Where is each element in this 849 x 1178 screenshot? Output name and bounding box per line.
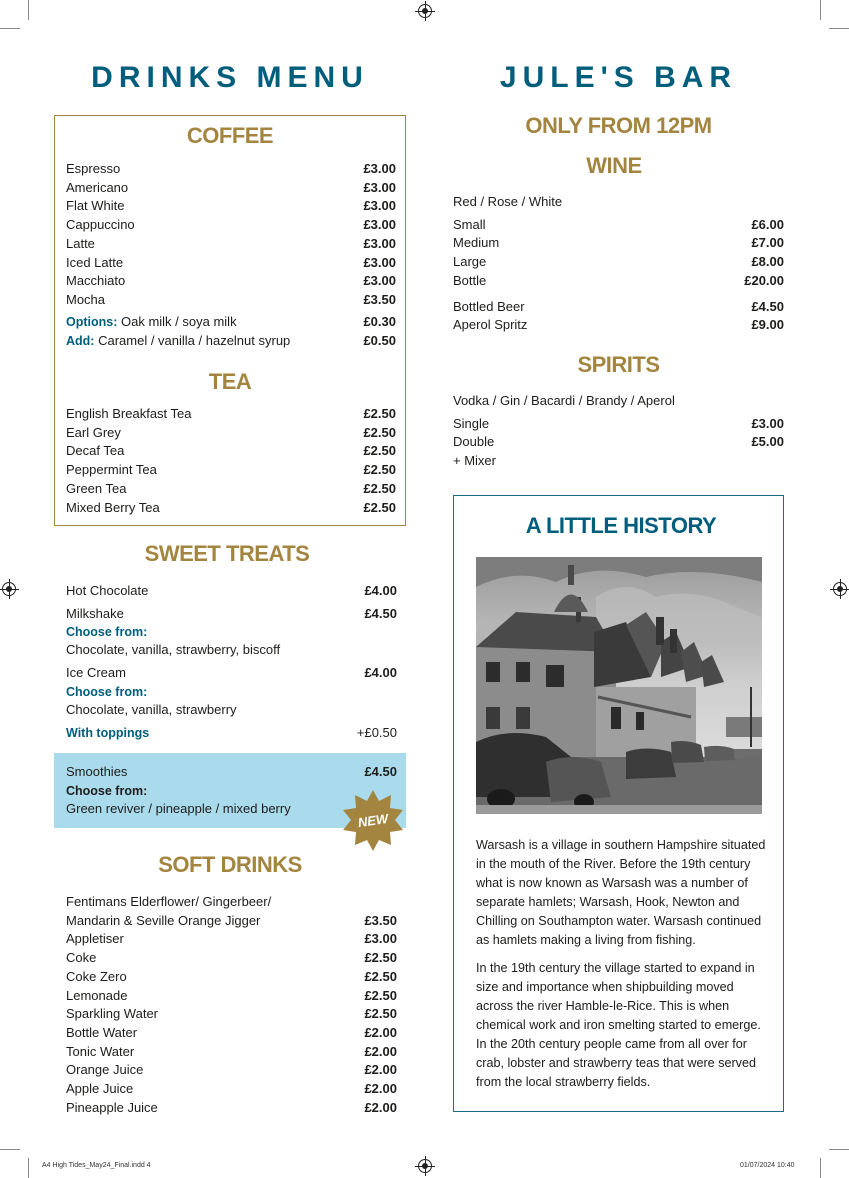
menu-item-row xyxy=(453,216,784,235)
item-name: Peppermint Tea xyxy=(66,462,157,478)
menu-item-row xyxy=(66,405,396,424)
menu-item-row xyxy=(66,968,397,987)
item-price: £3.00 xyxy=(363,161,396,176)
history-paragraph-2: In the 19th century the village started to expand in size and importance when shipbuilding moved across the river Hamble-le-Rice. This is when chemical work and iron smelting started to emerge. In the 20th century people came from all over for crab, lobster and strawberry teas that were served from the local strawberry fields. xyxy=(476,961,761,1089)
item-price: £2.50 xyxy=(363,406,396,421)
menu-item-row xyxy=(66,912,397,931)
item-price: £8.00 xyxy=(751,254,784,270)
item-price: £4.50 xyxy=(751,298,784,314)
item-name: Hot Chocolate xyxy=(66,583,149,598)
soft-drinks-items xyxy=(66,912,397,1118)
choose-from-label: Choose from: xyxy=(66,684,148,699)
registration-mark-icon xyxy=(418,1159,432,1173)
item-price: £2.50 xyxy=(364,1006,397,1022)
menu-item-row xyxy=(66,235,396,254)
menu-item-row xyxy=(66,1099,397,1118)
hot-chocolate-row xyxy=(66,582,397,601)
crop-mark xyxy=(820,1158,821,1178)
item-price: £3.00 xyxy=(363,235,396,251)
menu-item-row xyxy=(66,930,397,949)
item-name: Sparkling Water xyxy=(66,1006,158,1022)
crop-mark xyxy=(829,28,849,29)
item-name: Large xyxy=(453,254,487,270)
item-price: £7.00 xyxy=(751,235,784,251)
toppings-row xyxy=(66,724,397,743)
toppings-label: With toppings xyxy=(66,725,150,740)
menu-item-row xyxy=(66,1043,397,1062)
spirits-types: Vodka / Gin / Bacardi / Brandy / Aperol xyxy=(453,393,675,408)
item-name: Macchiato xyxy=(66,273,126,289)
item-price: £3.00 xyxy=(363,179,396,195)
wine-list xyxy=(453,193,784,335)
registration-mark-icon xyxy=(833,582,847,596)
sweet-treats-heading: SWEET TREATS xyxy=(144,541,310,566)
spirits-heading: SPIRITS xyxy=(577,352,660,377)
street-photo-image xyxy=(476,557,762,814)
menu-item-row xyxy=(453,433,784,452)
choose-from-label: Choose from: xyxy=(66,625,148,640)
item-name: Bottle Water xyxy=(66,1024,138,1040)
menu-item-row xyxy=(66,949,397,968)
item-price: £5.00 xyxy=(751,434,784,450)
menu-item-row xyxy=(453,253,784,272)
options-text: Oak milk / soya milk xyxy=(117,314,237,329)
choose-from-label: Choose from: xyxy=(66,783,148,798)
item-price: £3.50 xyxy=(364,912,397,928)
item-price: £2.00 xyxy=(364,1099,397,1115)
item-name: Apple Juice xyxy=(66,1081,134,1097)
item-name: Decaf Tea xyxy=(66,443,125,459)
menu-item-row xyxy=(66,1024,397,1043)
item-name: Green Tea xyxy=(66,480,127,496)
toppings-price: +£0.50 xyxy=(356,724,397,740)
item-name: Smoothies xyxy=(66,764,128,779)
menu-item-row xyxy=(66,160,396,179)
item-price: £20.00 xyxy=(744,272,784,288)
add-text: Caramel / vanilla / hazelnut syrup xyxy=(94,332,291,348)
item-name: Latte xyxy=(66,235,95,251)
item-name: Ice Cream xyxy=(66,665,126,681)
menu-item-row xyxy=(66,987,397,1006)
item-price: £3.00 xyxy=(363,254,396,270)
item-price: £9.00 xyxy=(751,317,784,333)
mixer-text: + Mixer xyxy=(453,453,496,469)
history-paragraph-1: Warsash is a village in southern Hampshire situated in the mouth of the River. Before the 19th century what is now known as Warsash was a number of separate hamlets; Warsash, Hook, Newton and Chilling on Southampton water. Warsash continued as hamlets making a living from fishing. xyxy=(476,838,766,947)
footer-filename: A4 High Tides_May24_Final.indd 4 xyxy=(42,1162,151,1169)
item-price: £4.00 xyxy=(364,665,397,681)
item-price: £2.50 xyxy=(363,443,396,459)
item-name: Cappuccino xyxy=(66,217,135,233)
only-from-subtitle: ONLY FROM 12PM xyxy=(525,113,712,138)
add-label: Add: xyxy=(66,333,95,348)
history-heading: A LITTLE HISTORY xyxy=(525,513,717,538)
item-name: Coke xyxy=(66,950,97,966)
spirits-sizes xyxy=(453,415,784,452)
footer-date: 01/07/2024 10:40 xyxy=(740,1162,795,1169)
item-name: Bottle xyxy=(453,272,487,288)
item-name: Appletiser xyxy=(66,931,124,947)
new-badge xyxy=(341,789,405,853)
crop-mark xyxy=(829,1149,849,1150)
new-badge-text: NEW xyxy=(356,810,390,831)
menu-item-row xyxy=(66,291,396,310)
item-price: £3.00 xyxy=(363,198,396,214)
crop-mark xyxy=(820,0,821,20)
item-price: £3.00 xyxy=(363,273,396,289)
coffee-list xyxy=(66,160,396,310)
add-price: £0.50 xyxy=(363,332,396,348)
milkshake-row xyxy=(66,605,397,624)
coffee-heading: COFFEE xyxy=(186,123,274,148)
item-name: Mandarin & Seville Orange Jigger xyxy=(66,912,261,928)
item-price: £2.00 xyxy=(364,1062,397,1078)
item-name: Earl Grey xyxy=(66,424,121,440)
item-name: Milkshake xyxy=(66,605,124,621)
item-price: £2.50 xyxy=(363,462,396,478)
item-price: £2.50 xyxy=(363,480,396,496)
menu-item-row xyxy=(66,480,396,499)
options-row xyxy=(66,313,396,332)
soft-drinks-heading: SOFT DRINKS xyxy=(158,852,302,877)
menu-item-row xyxy=(66,461,396,480)
item-name: English Breakfast Tea xyxy=(66,406,192,421)
menu-item-row xyxy=(453,298,784,317)
wine-types: Red / Rose / White xyxy=(453,194,563,209)
item-name: Aperol Spritz xyxy=(453,317,528,333)
village-street-photo xyxy=(476,557,762,814)
menu-item-row xyxy=(66,1080,397,1099)
item-price: £2.00 xyxy=(364,1081,397,1097)
item-name: Pineapple Juice xyxy=(66,1099,158,1115)
options-price: £0.30 xyxy=(363,314,396,329)
menu-item-row xyxy=(66,1005,397,1024)
item-name: Medium xyxy=(453,235,500,251)
menu-item-row xyxy=(66,216,396,235)
tea-heading: TEA xyxy=(208,369,252,394)
item-name: Mixed Berry Tea xyxy=(66,499,160,515)
menu-item-row xyxy=(453,316,784,335)
item-name: Flat White xyxy=(66,198,125,214)
item-price: £4.50 xyxy=(364,605,397,621)
crop-mark xyxy=(28,1158,29,1178)
item-price: £6.00 xyxy=(751,216,784,232)
registration-mark-icon xyxy=(418,4,432,18)
drinks-menu-title: DRINKS MENU xyxy=(91,61,369,94)
item-price: £3.00 xyxy=(751,415,784,431)
item-price: £2.50 xyxy=(363,424,396,440)
sweet-treats-list xyxy=(66,582,397,742)
item-name: Tonic Water xyxy=(66,1043,135,1059)
item-price: £3.50 xyxy=(363,291,396,307)
menu-item-row xyxy=(66,442,396,461)
item-name: Mocha xyxy=(66,291,106,307)
soft-drinks-list xyxy=(66,893,397,1117)
menu-item-row xyxy=(66,272,396,291)
spirits-list xyxy=(453,392,784,471)
item-price: £4.00 xyxy=(364,583,397,598)
item-price: £2.50 xyxy=(363,499,396,515)
flavours-text: Green reviver / pineapple / mixed berry xyxy=(66,800,291,816)
item-name: Lemonade xyxy=(66,987,128,1003)
menu-item-row xyxy=(66,499,396,518)
jules-bar-title: JULE'S BAR xyxy=(499,61,738,94)
menu-item-row xyxy=(453,272,784,291)
item-name: Orange Juice xyxy=(66,1062,144,1078)
item-price: £2.50 xyxy=(364,987,397,1003)
crop-mark xyxy=(0,28,20,29)
item-name: Coke Zero xyxy=(66,968,127,984)
item-price: £3.00 xyxy=(364,931,397,947)
item-name: Espresso xyxy=(66,161,121,176)
wine-heading: WINE xyxy=(586,153,642,178)
flavours-text: Chocolate, vanilla, strawberry xyxy=(66,701,237,717)
item-name: Iced Latte xyxy=(66,254,124,270)
crop-mark xyxy=(0,1149,20,1150)
wine-extras xyxy=(453,298,784,335)
item-name: Americano xyxy=(66,179,129,195)
item-name: Small xyxy=(453,216,486,232)
item-name: Single xyxy=(453,415,490,431)
options-label: Options: xyxy=(66,315,118,329)
item-price: £2.00 xyxy=(364,1043,397,1059)
item-price: £2.50 xyxy=(364,950,397,966)
wine-sizes xyxy=(453,216,784,291)
crop-mark xyxy=(28,0,29,20)
item-price: £3.00 xyxy=(363,217,396,233)
item-price: £4.50 xyxy=(364,764,397,779)
menu-item-row xyxy=(66,424,396,443)
coffee-tea-box xyxy=(54,115,406,526)
registration-mark-icon xyxy=(2,582,16,596)
fentimans-line: Fentimans Elderflower/ Gingerbeer/ xyxy=(66,894,272,909)
item-price: £2.00 xyxy=(364,1024,397,1040)
smoothies-row xyxy=(66,763,397,782)
menu-item-row xyxy=(66,197,396,216)
menu-item-row xyxy=(66,179,396,198)
coffee-options xyxy=(66,313,396,350)
flavours-text: Chocolate, vanilla, strawberry, biscoff xyxy=(66,642,281,658)
menu-item-row xyxy=(66,254,396,273)
item-price: £2.50 xyxy=(364,968,397,984)
menu-item-row xyxy=(453,234,784,253)
menu-item-row xyxy=(66,1061,397,1080)
tea-list xyxy=(66,405,396,517)
add-row xyxy=(66,332,396,351)
item-name: Double xyxy=(453,434,495,450)
menu-item-row xyxy=(453,415,784,434)
ice-cream-row xyxy=(66,664,397,683)
item-name: Bottled Beer xyxy=(453,298,525,314)
